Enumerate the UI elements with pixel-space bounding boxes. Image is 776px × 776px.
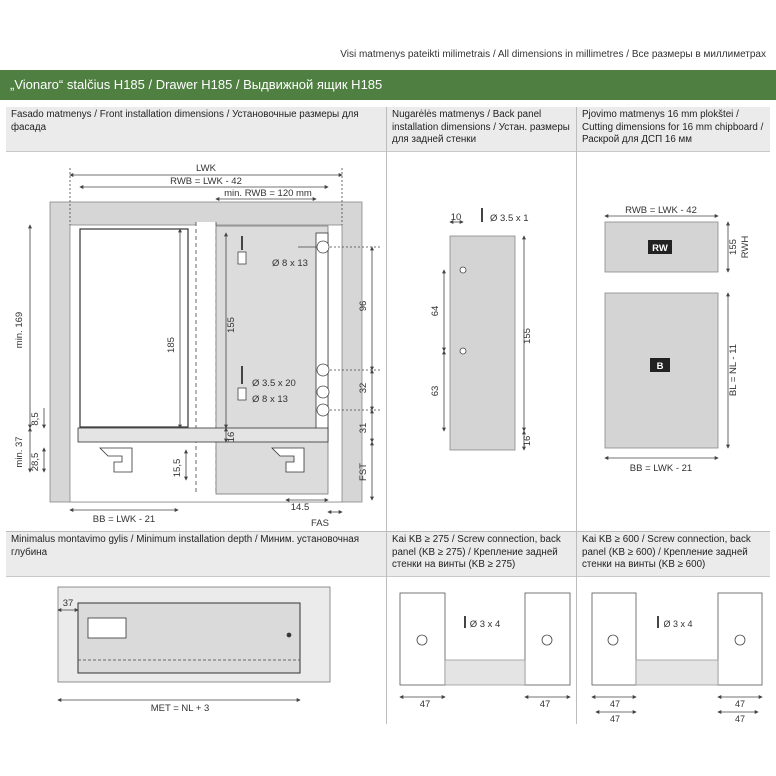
banner-title: „Vionaro“ stalčius H185 / Drawer H185 / Выдвижной ящик H185 — [10, 77, 383, 92]
units-note: Visi matmenys pateikti milimetrais / All dimensions in millimetres / Все размеры в миллиметрах — [340, 49, 766, 60]
dim-fas: FAS — [311, 518, 329, 529]
kb275-title: Kai KB ≥ 275 / Screw connection, back panel (KB ≥ 275) / Крепление задней стенки на винты (KB ≥ 275) — [392, 534, 561, 571]
dim-min-rwb: min. RWB = 120 mm — [224, 188, 312, 199]
dim-screw-upper: Ø 8 x 13 — [272, 258, 308, 269]
dim-screw: Ø 3 x 4 — [663, 619, 693, 629]
dim-47-l2: 47 — [609, 714, 621, 724]
dim-47-r1: 47 — [734, 699, 746, 709]
dim-155: 155 — [728, 239, 739, 255]
dim-28-5: 28,5 — [30, 452, 41, 472]
dim-63: 63 — [430, 385, 441, 397]
dim-screw-middle: Ø 3.5 x 20 — [252, 378, 296, 389]
kb600-title: Kai KB ≥ 600 / Screw connection, back panel (KB ≥ 600) / Крепление задней стенки на винты (KB ≥ 600) — [582, 534, 751, 571]
dim-rwb: RWB = LWK - 42 — [170, 176, 242, 187]
dim-16: 16 — [522, 435, 533, 447]
dim-met: MET = NL + 3 — [150, 703, 210, 714]
dim-16: 16 — [226, 431, 237, 443]
dim-bb: BB = LWK - 21 — [92, 514, 156, 525]
dim-155: 155 — [226, 317, 237, 333]
dim-32: 32 — [358, 382, 369, 394]
dim-47-l1: 47 — [609, 699, 621, 709]
dim-bl: BL = NL - 11 — [728, 343, 739, 397]
dim-rwb: RWB = LWK - 42 — [625, 205, 697, 216]
dim-96: 96 — [358, 300, 369, 312]
back-title: Nugarėlės matmenys / Back panel installation dimensions / Устан. размеры для задней стенки — [392, 109, 570, 146]
dim-10: 10 — [450, 212, 462, 223]
dim-fst: FST — [358, 463, 369, 481]
depth-title: Minimalus montavimo gylis / Minimum installation depth / Миним. установочная глубина — [11, 534, 360, 558]
dim-15-5: 15,5 — [172, 458, 183, 478]
dim-14-5: 14.5 — [290, 502, 310, 513]
dim-screw: Ø 3.5 x 1 — [490, 213, 529, 224]
dim-31: 31 — [358, 422, 369, 434]
dim-screw-lower: Ø 8 x 13 — [252, 394, 288, 405]
dim-37: 37 — [62, 598, 74, 609]
dim-rwh: RWH — [740, 235, 751, 259]
dim-min169: min. 169 — [14, 311, 25, 349]
dim-47-left: 47 — [419, 699, 431, 710]
dim-47-right: 47 — [539, 699, 551, 710]
dim-185: 185 — [166, 337, 177, 353]
dim-screw: Ø 3 x 4 — [469, 619, 501, 630]
dim-lwk: LWK — [196, 163, 216, 174]
rw-label: RW — [652, 243, 668, 254]
dim-47-r2: 47 — [734, 714, 746, 724]
dim-bb: BB = LWK - 21 — [629, 463, 693, 474]
b-label: B — [656, 361, 664, 372]
dim-min37: min. 37 — [14, 436, 25, 468]
dim-155: 155 — [522, 328, 533, 344]
dim-8-5: 8,5 — [30, 412, 41, 426]
cutting-title: Pjovimo matmenys 16 mm plokštei / Cutting dimensions for 16 mm chipboard / Раскрой для ДСП 16 мм — [582, 109, 764, 146]
front-title: Fasado matmenys / Front installation dimensions / Установочные размеры для фасада — [11, 109, 359, 133]
dim-64: 64 — [430, 305, 441, 317]
